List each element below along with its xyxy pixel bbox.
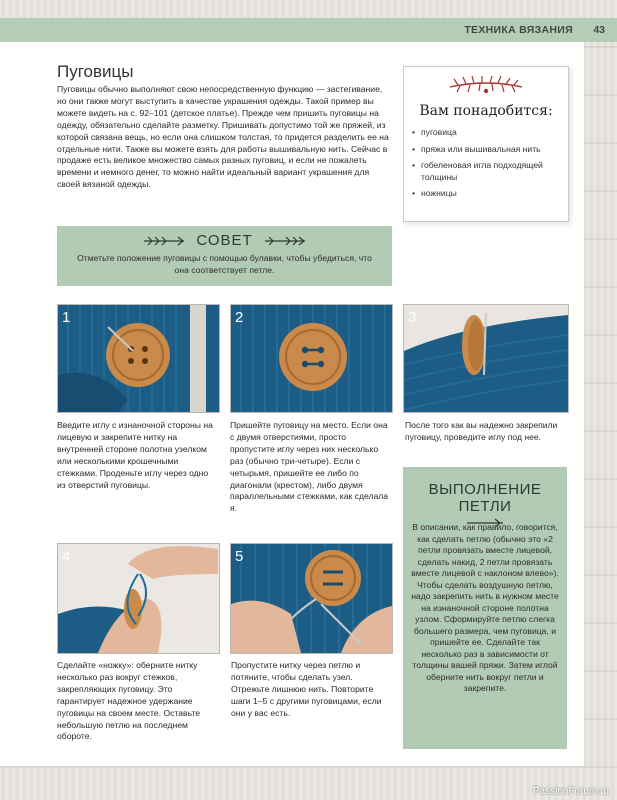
list-item: • пряжа или вышивальная нить — [412, 144, 562, 156]
step-1-caption: Введите иглу с изнаночной стороны на лицевую и закрепите нитку на внутренней стороне полотна узелком или несколькими крошечными стежками. Проденьте иглу через одно из отверстий пуговицы. — [57, 420, 213, 490]
knit-fabric-image — [58, 305, 219, 412]
section-header-title: ТЕХНИКА ВЯЗАНИЯ — [464, 24, 573, 36]
tip-title: СОВЕТ — [196, 232, 253, 250]
page-number: 43 — [593, 24, 605, 36]
intro-paragraph: Пуговицы обычно выполняют свою непосредственную функцию — застегивание, но они также могут выступить в качестве украшения одежды. Такой пример вы можете видеть на с. 92–101 (детское платье). Прежде чем пришить пуговицы на одежду, обязательно сделайте разметку. Пришивать допустимо той же пряжей, из которой связана вещь, но если она слишком толстая, то придется разделить ее на отдельные нити. Также вы можете взять для работы вышивальную нить. Сейчас в продаже есть великое множество самых разных пуговиц, и если не пожалеть времени и немного денег, то можно найти идеальный вариант украшения для своей вязаной одежды. — [57, 84, 389, 190]
tip-box — [57, 226, 392, 286]
list-item: • гобеленовая игла подходящей толщины — [412, 160, 562, 183]
page-title: Пуговицы — [57, 62, 134, 81]
materials-list — [412, 127, 562, 205]
header-bar — [0, 18, 617, 42]
step-1-photo — [57, 304, 220, 413]
berry-branch-icon — [446, 75, 526, 97]
knit-fabric-image — [58, 544, 219, 653]
tip-text: Отметьте положение пуговицы с помощью булавки, чтобы убедиться, что она соответствует петле. — [77, 253, 372, 275]
step-5-photo — [230, 543, 393, 654]
knit-fabric-image — [231, 305, 392, 412]
materials-box — [403, 66, 569, 222]
step-number: 2 — [235, 309, 244, 326]
step-2-caption: Пришейте пуговицу на место. Если она с двумя отверстиями, просто пропустите иглу через них несколько раз (обычно три-четыре). Если с четырьмя, пришейте ее либо по диагонали (крестом), либо двумя параллельными стежками, как сделала я. — [230, 420, 389, 514]
step-2-photo — [230, 304, 393, 413]
step-4-photo — [57, 543, 220, 654]
knit-fabric-image — [404, 305, 568, 412]
step-5-caption: Пропустите нитку через петлю и потяните, чтобы сделать узел. Отрежьте лишнюю нить. Повторите шаги 1–5 с другими пуговицами, если они у вас есть. — [231, 660, 382, 718]
step-3-photo — [403, 304, 569, 413]
step-number: 1 — [62, 309, 71, 326]
knit-fabric-image — [231, 544, 392, 653]
buttonhole-box — [403, 467, 567, 749]
step-number: 3 — [408, 309, 417, 326]
step-3-caption: После того как вы надежно закрепили пуговицу, проведите иглу под нее. — [405, 420, 558, 442]
arrow-right-icon — [263, 235, 307, 247]
watermark: PassionForum.ru — [532, 786, 609, 797]
arrow-right-icon — [142, 235, 186, 247]
step-number: 5 — [235, 548, 244, 565]
materials-title: Вам понадобится: — [419, 103, 553, 119]
step-4-caption: Сделайте «ножку»: оберните нитку несколько раз вокруг стежков, закрепляющих пуговицу. Это гарантирует надежное удержание пуговицы на своем месте. Оставьте небольшую петлю на последнем обороте. — [57, 660, 201, 742]
buttonhole-title: ВЫПОЛНЕНИЕ ПЕТЛИ — [428, 481, 542, 515]
list-item: • ножницы — [412, 188, 562, 200]
list-item: • пуговица — [412, 127, 562, 139]
step-number: 4 — [62, 548, 71, 565]
buttonhole-text: В описании, как правило, говорится, как сделать петлю (обычно это «2 петли провязать вместе лицевой, сделать накид, 2 петли провязать вместе лицевой с наклоном влево»). Чтобы сделать воздушную петлю, надо закрепить нить в нужном месте на изнаночной стороне полотна узлом. Сформируйте петлю слегка большего размера, чем пуговица, и пришейте ее. Сделайте так несколько раз в зависимости от толщины вашей пряжи. Затем иглой оберните нить вокруг петли и закрепите. — [411, 522, 559, 693]
